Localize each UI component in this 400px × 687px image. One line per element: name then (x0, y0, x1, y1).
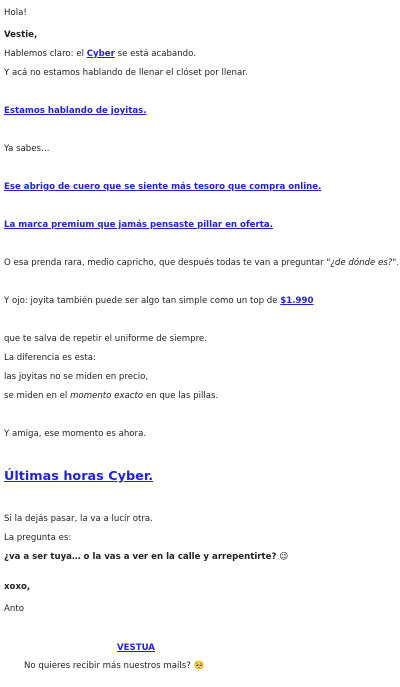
no-se-miden-line: las joyitas no se miden en precio, (4, 372, 149, 382)
price-link[interactable]: $1.990 (280, 296, 314, 306)
closet-line: Y acá no estamos hablando de llenar el clóset por llenar. (4, 68, 248, 78)
prenda-rara-quote: "¿de dónde es?" (326, 258, 397, 268)
sign-off: xoxo, (4, 582, 31, 592)
intro-line (4, 49, 196, 60)
diferencia-line: La diferencia es esta: (4, 353, 96, 363)
greeting: Hola! (4, 8, 27, 18)
headline (4, 469, 153, 485)
se-miden-prefix: se miden en el (4, 391, 71, 401)
pregunta-line: La pregunta es: (4, 533, 72, 543)
pregunta-bold: ¿va a ser tuya… o la vas a ver en la calle y arrepentirte? 😉 (4, 552, 289, 562)
vestua-footer-link[interactable]: VESTUA (117, 643, 155, 653)
intro-suffix: se está acabando. (114, 49, 196, 59)
ultimas-horas-link[interactable]: Últimas horas Cyber. (4, 469, 154, 484)
joyitas-link[interactable]: Estamos hablando de joyitas. (4, 106, 147, 116)
intro-prefix: Hablemos claro: el (4, 49, 87, 59)
prenda-rara-end: . (396, 258, 400, 268)
momento-exacto: momento exacto (70, 391, 144, 401)
prenda-rara-text: O esa prenda rara, medio capricho, que después todas te van a preguntar (4, 258, 327, 268)
prenda-rara-line (4, 258, 399, 269)
se-miden-suffix: en que las pillas. (143, 391, 219, 401)
si-la-dejas-line: Si la dejás pasar, la va a lucir otra. (4, 514, 153, 524)
marca-paragraph (4, 220, 273, 231)
signature: Anto (4, 604, 24, 614)
uniforme-line: que te salva de repetir el uniforme de siempre. (4, 334, 207, 344)
se-miden-line (4, 391, 218, 402)
abrigo-link[interactable]: Ese abrigo de cuero que se siente más tesoro que compra online. (4, 182, 322, 192)
joyitas-paragraph (4, 106, 147, 117)
abrigo-paragraph (4, 182, 321, 193)
amiga-line: Y amiga, ese momento es ahora. (4, 429, 147, 439)
salutation: Vestie, (4, 30, 38, 40)
ojo-line (4, 296, 313, 307)
unsubscribe-text: No quieres recibir más nuestros mails? 🥺 (24, 661, 205, 671)
ojo-text: Y ojo: joyita también puede ser algo tan simple como un top de (4, 296, 281, 306)
ya-sabes-line: Ya sabes… (4, 144, 50, 154)
marca-premium-link[interactable]: La marca premium que jamás pensaste pillar en oferta. (4, 220, 273, 230)
cyber-link[interactable]: Cyber (86, 49, 115, 59)
